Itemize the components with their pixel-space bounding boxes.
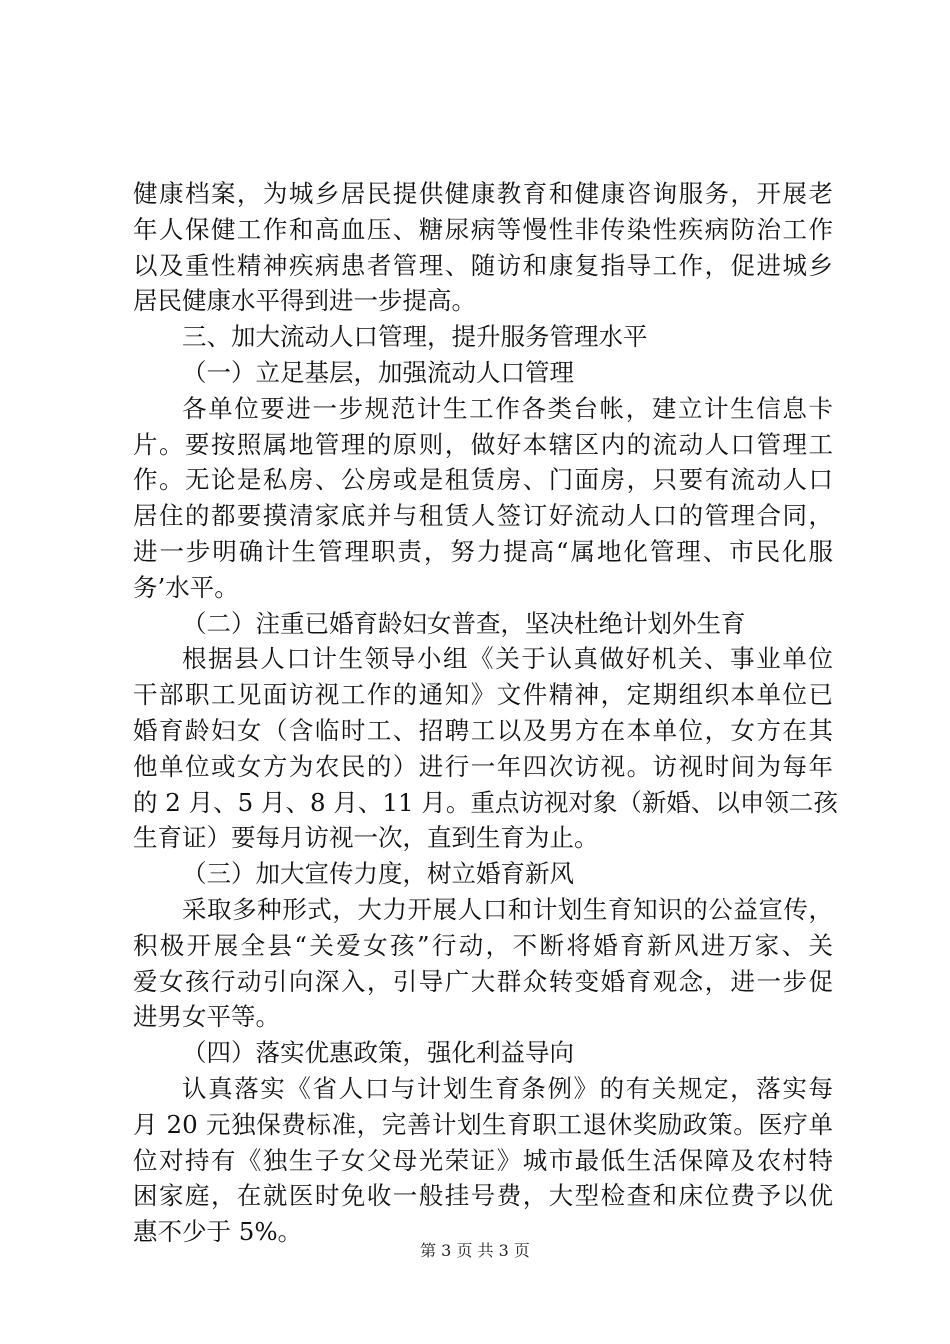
paragraph-line: 居民健康水平得到进一步提高。	[133, 286, 476, 316]
section-heading: （三）加大宣传力度，树立婚育新风	[182, 859, 574, 889]
document-body	[133, 176, 838, 1250]
paragraph-line: 积极开展全县“关爱女孩”行动，不断将婚育新风进万家、关	[133, 930, 833, 960]
paragraph-line: 月 20 元独保费标准，完善计划生育职工退休奖励政策。医疗单	[133, 1109, 833, 1139]
paragraph-line: 以及重性精神疾病患者管理、随访和康复指导工作，促进城乡	[133, 250, 833, 280]
paragraph-line: 惠不少于 5%。	[133, 1217, 303, 1247]
section-heading: （二）注重已婚育龄妇女普查，坚决杜绝计划外生育	[182, 608, 746, 638]
paragraph-line: 居住的都要摸清家底并与租赁人签订好流动人口的管理合同，	[133, 501, 833, 531]
paragraph-line: 他单位或女方为农民的）进行一年四次访视。访视时间为每年	[133, 751, 833, 781]
paragraph-line: 干部职工见面访视工作的通知》文件精神，定期组织本单位已	[133, 680, 833, 710]
paragraph-line: 年人保健工作和高血压、糖尿病等慢性非传染性疾病防治工作	[133, 214, 833, 244]
paragraph-line: 生育证）要每月访视一次，直到生育为止。	[133, 823, 599, 853]
section-heading: （一）立足基层，加强流动人口管理	[182, 357, 574, 387]
paragraph-line: 片。要按照属地管理的原则，做好本辖区内的流动人口管理工	[133, 429, 833, 459]
section-heading: 三、加大流动人口管理，提升服务管理水平	[182, 322, 648, 352]
paragraph-line: 困家庭，在就医时免收一般挂号费，大型检查和床位费予以优	[133, 1181, 833, 1211]
paragraph-line: 采取多种形式，大力开展人口和计划生育知识的公益宣传，	[182, 894, 833, 924]
paragraph-line: 进一步明确计生管理职责，努力提高“属地化管理、市民化服	[133, 536, 833, 566]
paragraph-line: 健康档案，为城乡居民提供健康教育和健康咨询服务，开展老	[133, 179, 833, 208]
section-heading: （四）落实优惠政策，强化利益导向	[182, 1038, 574, 1068]
paragraph-line: 的 2 月、5 月、8 月、11 月。重点访视对象（新婚、以申领二孩	[133, 787, 838, 817]
paragraph-line: 认真落实《省人口与计划生育条例》的有关规定，落实每	[182, 1073, 833, 1103]
paragraph-line: 各单位要进一步规范计生工作各类台帐，建立计生信息卡	[182, 393, 833, 423]
paragraph-line: 爱女孩行动引向深入，引导广大群众转变婚育观念，进一步促	[133, 966, 833, 996]
paragraph-line: 根据县人口计生领导小组《关于认真做好机关、事业单位	[182, 644, 833, 674]
paragraph-line: 务’水平。	[133, 572, 239, 602]
paragraph-line: 作。无论是私房、公房或是租赁房、门面房，只要有流动人口	[133, 465, 833, 495]
paragraph-line: 婚育龄妇女（含临时工、招聘工以及男方在本单位，女方在其	[133, 715, 833, 745]
page-footer: 第 3 页 共 3 页	[420, 1241, 530, 1260]
paragraph-line: 进男女平等。	[133, 1002, 280, 1032]
paragraph-line: 位对持有《独生子女父母光荣证》城市最低生活保障及农村特	[133, 1145, 833, 1175]
